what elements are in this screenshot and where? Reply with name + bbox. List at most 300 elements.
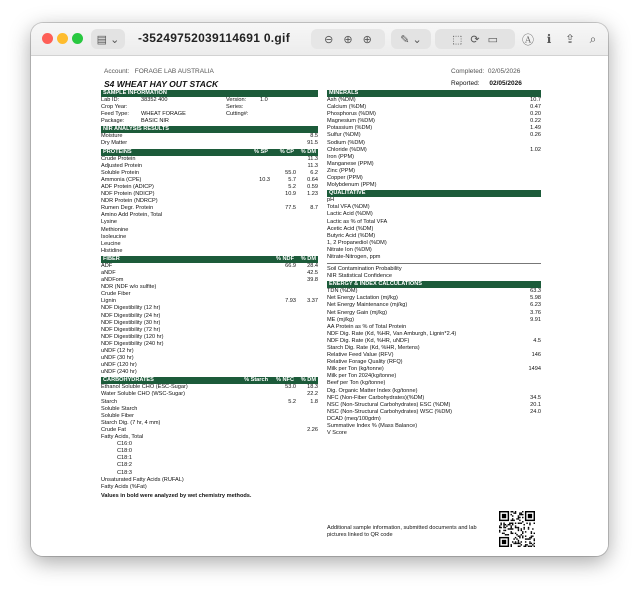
qr-module [525,541,526,542]
qr-module [521,544,522,545]
minerals-header [327,90,541,97]
qr-module [532,544,533,545]
qr-module [534,540,535,541]
qr-module [508,534,509,535]
energy-row [327,324,541,331]
qr-module [518,530,519,531]
close-button[interactable] [42,33,53,44]
qr-module [519,546,520,547]
fatty-acid-row [101,455,318,462]
qualitative-row [327,233,541,240]
row-value: 5.7 [288,176,296,183]
row-value: 11.3 [307,162,318,169]
row-value [236,156,270,163]
row-label: NDF Digestibility (30 hr) [101,319,161,326]
row-value: 0.22 [530,118,541,125]
qr-module [522,535,523,536]
fiber-row [101,334,318,341]
series-label: Series: [226,104,244,111]
mineral-row [327,118,541,125]
completed-label: Completed: [451,68,485,75]
report-title: S4 WHEAT HAY OUT STACK [104,79,219,89]
mineral-row [327,168,541,175]
qr-module [526,544,527,545]
carb-row [101,484,318,491]
qr-module [516,543,517,544]
qr-module [519,537,520,538]
row-label: NSC (Non-Structural Carbohydrates) WSC (%DM) [327,408,452,415]
row-label: ME (mj/kg) [327,316,355,323]
row-value [262,348,296,355]
qr-module [511,531,512,532]
fiber-row [101,341,318,348]
row-label: uNDF (30 hr) [101,355,134,362]
row-label: C18:1 [117,455,132,462]
qr-module [511,525,512,526]
zoom-fit-icon[interactable]: ⊕ [362,33,372,46]
qr-module [499,531,500,532]
carbs-col-dm: % DM [300,377,316,384]
row-value: 5.2 [288,183,296,190]
qr-module [521,530,522,531]
row-value [296,320,318,327]
package-value: BASIC NIR [141,118,169,125]
row-value [501,324,541,331]
mineral-row [327,104,541,111]
row-value [236,163,270,170]
row-value: 28.4 [307,262,318,269]
protein-row [101,205,318,212]
zoom-button[interactable] [72,33,83,44]
row-label: Phosphorus (%DM) [327,111,376,118]
minerals-table [327,97,541,189]
protein-row [101,219,318,226]
row-label: Nitrate Ion (%DM) [327,246,372,253]
row-value [501,373,541,380]
fiber-row [101,369,318,376]
carb-row [101,413,318,420]
fiber-row [101,277,318,284]
protein-row [101,163,318,170]
qr-module [515,512,516,513]
row-value [501,416,541,423]
qr-module [503,530,504,531]
qr-module [519,543,520,544]
row-value: 0.47 [530,104,541,111]
sidebar-toggle-button[interactable]: ▤ ⌄ [91,29,125,49]
qr-module [505,530,506,531]
row-value [270,434,296,441]
row-label: NDF Protein (NDICP) [101,191,155,198]
energy-row [327,430,541,437]
row-value [236,399,270,406]
row-label: Molybdenum (PPM) [327,182,377,189]
nir-header [101,126,318,133]
qr-module [531,537,532,538]
carb-row [101,391,318,398]
energy-row [327,388,541,395]
fatty-acid-row [101,470,318,477]
fiber-header [101,256,318,263]
qr-module [522,521,523,522]
resize-icon[interactable]: ▭ [487,33,499,46]
qr-module [534,546,535,547]
row-label: ADF Protein (ADICP) [101,183,154,190]
qr-module [529,538,530,539]
row-label: Ash (%DM) [327,97,356,103]
qr-module [534,543,535,544]
row-value: 1.8 [310,398,318,405]
qr-module [518,523,519,524]
row-value: 1.02 [530,146,541,153]
qr-module [528,514,532,518]
qr-module [521,541,522,542]
row-label: Adjusted Protein [101,162,143,169]
qr-module [525,531,526,532]
search-icon[interactable]: ⌕ [589,31,597,46]
qr-module [525,544,526,545]
qr-module [525,538,526,539]
version-label: Version: [226,97,247,103]
energy-row [327,310,541,317]
info-icon[interactable]: ℹ [546,32,552,46]
fiber-row [101,270,318,277]
row-label: Sulfur (%DM) [327,132,361,139]
row-value: 42.5 [307,269,318,276]
row-value: 22.2 [307,391,318,398]
row-value: 10.9 [285,191,296,198]
qr-module [512,524,513,525]
qr-module [522,514,523,515]
row-label: TDN (%DM) [327,288,358,295]
row-label: uNDF (12 hr) [101,348,134,354]
mineral-row [327,182,541,189]
row-label: Soluble Starch [101,405,138,412]
row-label: Ammonia (CPE) [101,176,142,183]
row-value [262,320,296,327]
fiber-row [101,298,318,305]
row-value: 2.26 [307,426,318,433]
qr-module [499,525,500,526]
right-column [327,89,541,437]
zoom-in-icon[interactable]: ⊕ [343,33,353,46]
row-value [296,341,318,348]
row-value [270,234,296,241]
rotate-icon[interactable]: ⟳ [470,33,480,46]
qr-module [513,543,514,544]
carb-row [101,477,318,484]
qr-module [519,535,520,536]
proteins-col-dm: % DM [300,148,316,155]
row-label: Relative Feed Value (RFV) [327,352,394,359]
protein-row [101,248,318,255]
fiber-row [101,348,318,355]
row-label: Chloride (%DM) [327,146,367,153]
row-label: uNDF (240 hr) [101,369,137,376]
row-value [501,161,541,168]
markup-pen-icon: ✎ ⌄ [400,33,422,46]
row-label: Manganese (PPM) [327,160,374,167]
row-label: Starch Dig. (7 hr, 4 mm) [101,419,161,426]
row-value: 53.0 [285,384,296,391]
row-value: 0.26 [530,132,541,139]
energy-row [327,359,541,366]
row-value: 0.59 [307,183,318,190]
carbs-table [101,384,318,490]
row-label: aNDFom [101,277,124,284]
row-label: Zinc (PPM) [327,167,355,174]
row-label: Soil Contamination Probability [327,266,402,273]
row-value [270,420,296,427]
qr-module [516,534,517,535]
qr-module [518,540,519,541]
qr-module [511,520,512,521]
qr-module [515,543,516,544]
row-value [501,168,541,175]
carb-row [101,420,318,427]
qr-module [511,546,512,547]
row-label: Crude Fiber [101,291,131,298]
qr-module [513,538,514,539]
row-label: Leucine [101,240,121,247]
row-label: Copper (PPM) [327,175,363,182]
zoom-out-icon[interactable]: ⊖ [324,33,334,46]
qr-module [515,537,516,538]
fatty-acid-row [101,448,318,455]
qr-module [526,538,527,539]
qualitative-extra [327,266,541,280]
row-label: ADF [101,262,113,269]
row-value [236,413,270,420]
carbs-col-nfc: % NFC [275,377,294,384]
energy-row [327,288,541,295]
row-value: 11.3 [307,155,318,162]
qr-module [515,523,516,524]
protein-row [101,156,318,163]
fiber-row [101,313,318,320]
row-value [270,212,296,219]
qr-module [529,546,530,547]
mineral-row [327,132,541,139]
row-label: Iron (PPM) [327,153,355,160]
row-value: 66.9 [285,262,296,269]
sample-row-3 [101,111,318,118]
row-label: Lignin [101,298,116,305]
protein-row [101,212,318,219]
row-value: 77.5 [285,205,296,212]
row-value [501,380,541,387]
row-label: Net Energy Maintenance (mj/kg) [327,302,408,309]
qr-module [512,511,513,512]
qr-module [511,511,512,512]
qualitative-row [327,219,541,226]
row-value [270,241,296,248]
proteins-table [101,156,318,255]
fiber-row [101,305,318,312]
fatty-acid-row [101,462,318,469]
row-value [262,291,296,298]
qr-module [513,520,514,521]
qr-module [506,525,507,526]
qr-module [518,518,519,519]
qualitative-header [327,190,541,197]
mineral-row [327,147,541,154]
row-label: Starch Dig. Rate (Kd, %HR, Mertens) [327,345,420,351]
qr-module [511,523,512,524]
qr-module [529,541,530,542]
qr-module [516,527,517,528]
share-icon[interactable]: ⇪ [564,32,576,46]
qr-module [518,535,519,536]
qr-module [519,514,520,515]
proteins-header [101,149,318,156]
protein-row [101,241,318,248]
divider [327,263,541,264]
markup-pen-button[interactable] [391,29,431,49]
row-value: 3.76 [530,309,541,316]
row-value [296,355,318,362]
row-label: C16:0 [117,441,132,448]
qr-module [508,528,509,529]
fiber-row [101,284,318,291]
qr-module [531,533,532,534]
completed-value: 02/05/2026 [487,68,521,75]
qr-module [523,524,524,525]
carb-row [101,399,318,406]
mineral-row [327,154,541,161]
row-label: 1, 2 Propanediol (%DM) [327,239,387,246]
row-value: 24.0 [530,408,541,415]
left-column [101,89,318,499]
qr-module [516,538,517,539]
row-label: Rumen Degr. Protein [101,205,154,212]
row-label: Beef per Ton (kg/tonne) [327,380,386,387]
row-label: Ethanol Soluble CHO (ESC-Sugar) [101,384,188,391]
qr-module [513,512,514,513]
row-value: 18.3 [307,384,318,391]
row-label: Nitrate-Nitrogen, ppm [327,253,381,260]
qr-module [503,527,504,528]
protein-row [101,227,318,234]
energy-row [327,331,541,338]
markup-icon[interactable]: Ⓐ [521,32,534,47]
qr-module [516,518,517,519]
qr-module [521,512,522,513]
qr-module [518,515,519,516]
row-label: Magnesium (%DM) [327,118,375,125]
reported-value: 02/05/2026 [489,80,522,87]
qr-module [512,523,513,524]
qr-module [528,528,529,529]
qr-module [500,524,501,525]
row-value [236,170,270,177]
qr-module [500,527,501,528]
preview-window [31,23,608,556]
row-value [296,406,318,413]
qr-module [518,528,519,529]
qr-module [511,544,512,545]
sample-row-2 [101,104,318,111]
qr-module [526,523,527,524]
row-label: Potassium (%DM) [327,125,373,132]
reported-row [451,80,522,87]
row-value: 10.3 [259,176,270,183]
row-value [501,175,541,182]
footnote: Values in bold were analyzed by wet chemistry methods. [101,492,252,499]
row-label: NFC (Non-Fiber Carbohydrates)(%DM) [327,394,425,401]
qr-module [522,537,523,538]
row-label: C18:2 [117,462,132,469]
row-value [262,305,296,312]
qr-module [519,523,520,524]
row-label: uNDF (120 hr) [101,362,137,369]
qr-module [505,524,506,525]
row-value [296,313,318,320]
qualitative-row [327,197,541,204]
sample-row-1 [101,97,318,104]
row-value [501,423,541,430]
qr-module [499,527,500,528]
qr-module [528,527,529,528]
row-label: Soluble Protein [101,169,139,176]
row-value [296,227,318,234]
qr-module [515,511,516,512]
row-value [262,334,296,341]
row-value [236,248,270,255]
row-label: Fatty Acids (%Fat) [101,483,147,490]
qualitative-row [327,254,541,261]
qr-module [519,517,520,518]
account-value: FORAGE LAB AUSTRALIA [134,68,214,75]
account-label: Account: [104,68,130,75]
carbs-col-starch: % Starch [244,377,268,384]
row-value [296,327,318,334]
qr-module [521,523,522,524]
row-value: 6.2 [310,169,318,176]
qr-module [522,533,523,534]
carbs-title: CARBOHYDRATES [103,377,154,384]
row-value [262,327,296,334]
row-value: 20.1 [530,401,541,408]
qr-module [515,527,516,528]
row-label: NDF Digestibility (72 hr) [101,326,161,333]
qr-module [512,533,513,534]
row-value [501,388,541,395]
proteins-title: PROTEINS [103,148,132,155]
row-value [262,355,296,362]
row-value: 146 [531,352,541,359]
report-page [31,56,608,556]
energy-row [327,402,541,409]
qr-module [518,527,519,528]
qr-module [509,523,510,524]
minimize-button[interactable] [57,33,68,44]
qr-module [522,517,523,518]
row-value [296,248,318,255]
mineral-row [327,140,541,147]
qr-module [509,524,510,525]
minerals-title: MINERALS [329,90,359,96]
row-value [501,345,541,352]
row-value [236,227,270,234]
row-label: NDR (NDF w/o sulfite) [101,284,157,291]
qr-module [519,520,520,521]
row-value: 0.20 [530,111,541,118]
crop-icon[interactable]: ⬚ [451,33,463,46]
qr-module [511,514,512,515]
qr-module [529,543,530,544]
qr-code[interactable] [499,511,535,547]
